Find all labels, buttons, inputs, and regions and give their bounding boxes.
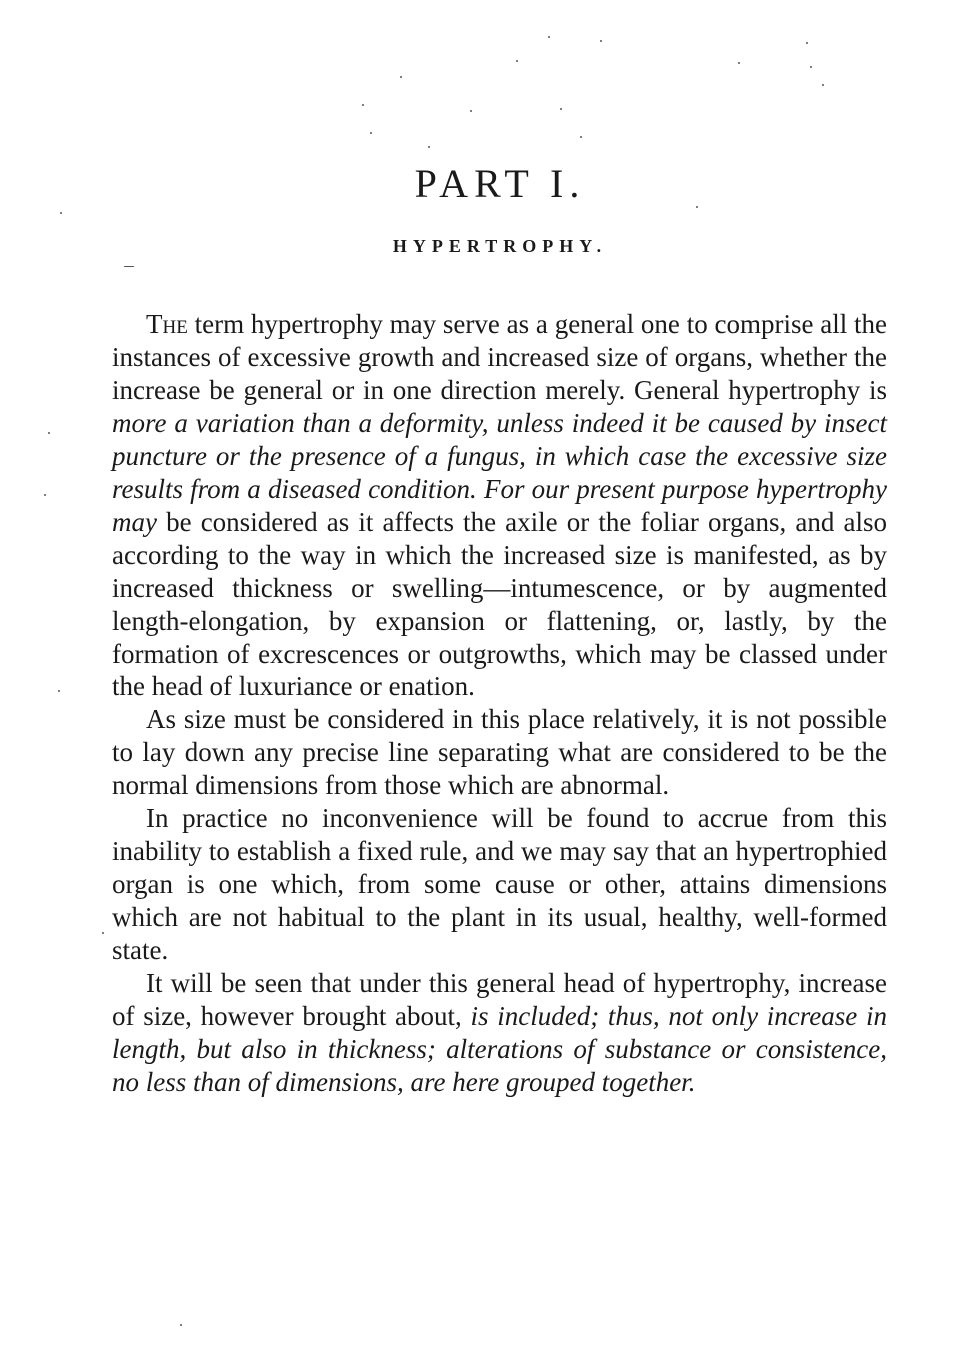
paragraph-1-roman-2: be considered as it affects the axile or the foliar organs, and also according to the way in which the increased size is manifested, as by increased thickness or swelling—intumescence, or by augmented length-elongation, by expansion or flattening, or, lastly, by the formation of excrescences or outgrowths, which may be classed under the head of luxuriance or enation.	[112, 506, 887, 702]
part-title: PART I.	[414, 161, 586, 206]
paragraph-3: In practice no inconvenience will be found to accrue from this inability to establish a fixed rule, and we may say that an hypertrophied organ is one which, from some cause or other, attains dimensions which are not habitual to the plant in its usual, healthy, well-formed state.	[112, 803, 887, 966]
lead-word: The	[146, 309, 188, 339]
paragraph-1-roman: term hypertrophy may serve as a general one to comprise all the instances of excessive growth and increased size of organs, whether the increase be general or in one direction merely. General hypertrophy is	[112, 309, 887, 405]
paragraph-4	[112, 967, 887, 1099]
body-text	[112, 308, 887, 1099]
paragraph-4-italic: is included; thus, not only increase in length, but also in thickness; alterations of substance or consistence, no less than of dimensions, are here grouped together.	[112, 1001, 887, 1097]
paragraph-4-roman: It will be seen that under this general head of hypertrophy, increase of size, however brought about,	[112, 968, 887, 1032]
chapter-title: HYPERTROPHY.	[392, 236, 608, 256]
paragraph-2: As size must be considered in this place relatively, it is not possible to lay down any precise line separating what are considered to be the normal dimensions from those which are abnormal.	[112, 704, 887, 801]
paragraph-1-italic: more a variation than a deformity, unless indeed it be caused by insect puncture or the presence of a fungus, in which case the excessive size results from a diseased condition. For our present purpose hypertrophy may	[112, 407, 887, 537]
paragraph-1	[112, 308, 887, 703]
